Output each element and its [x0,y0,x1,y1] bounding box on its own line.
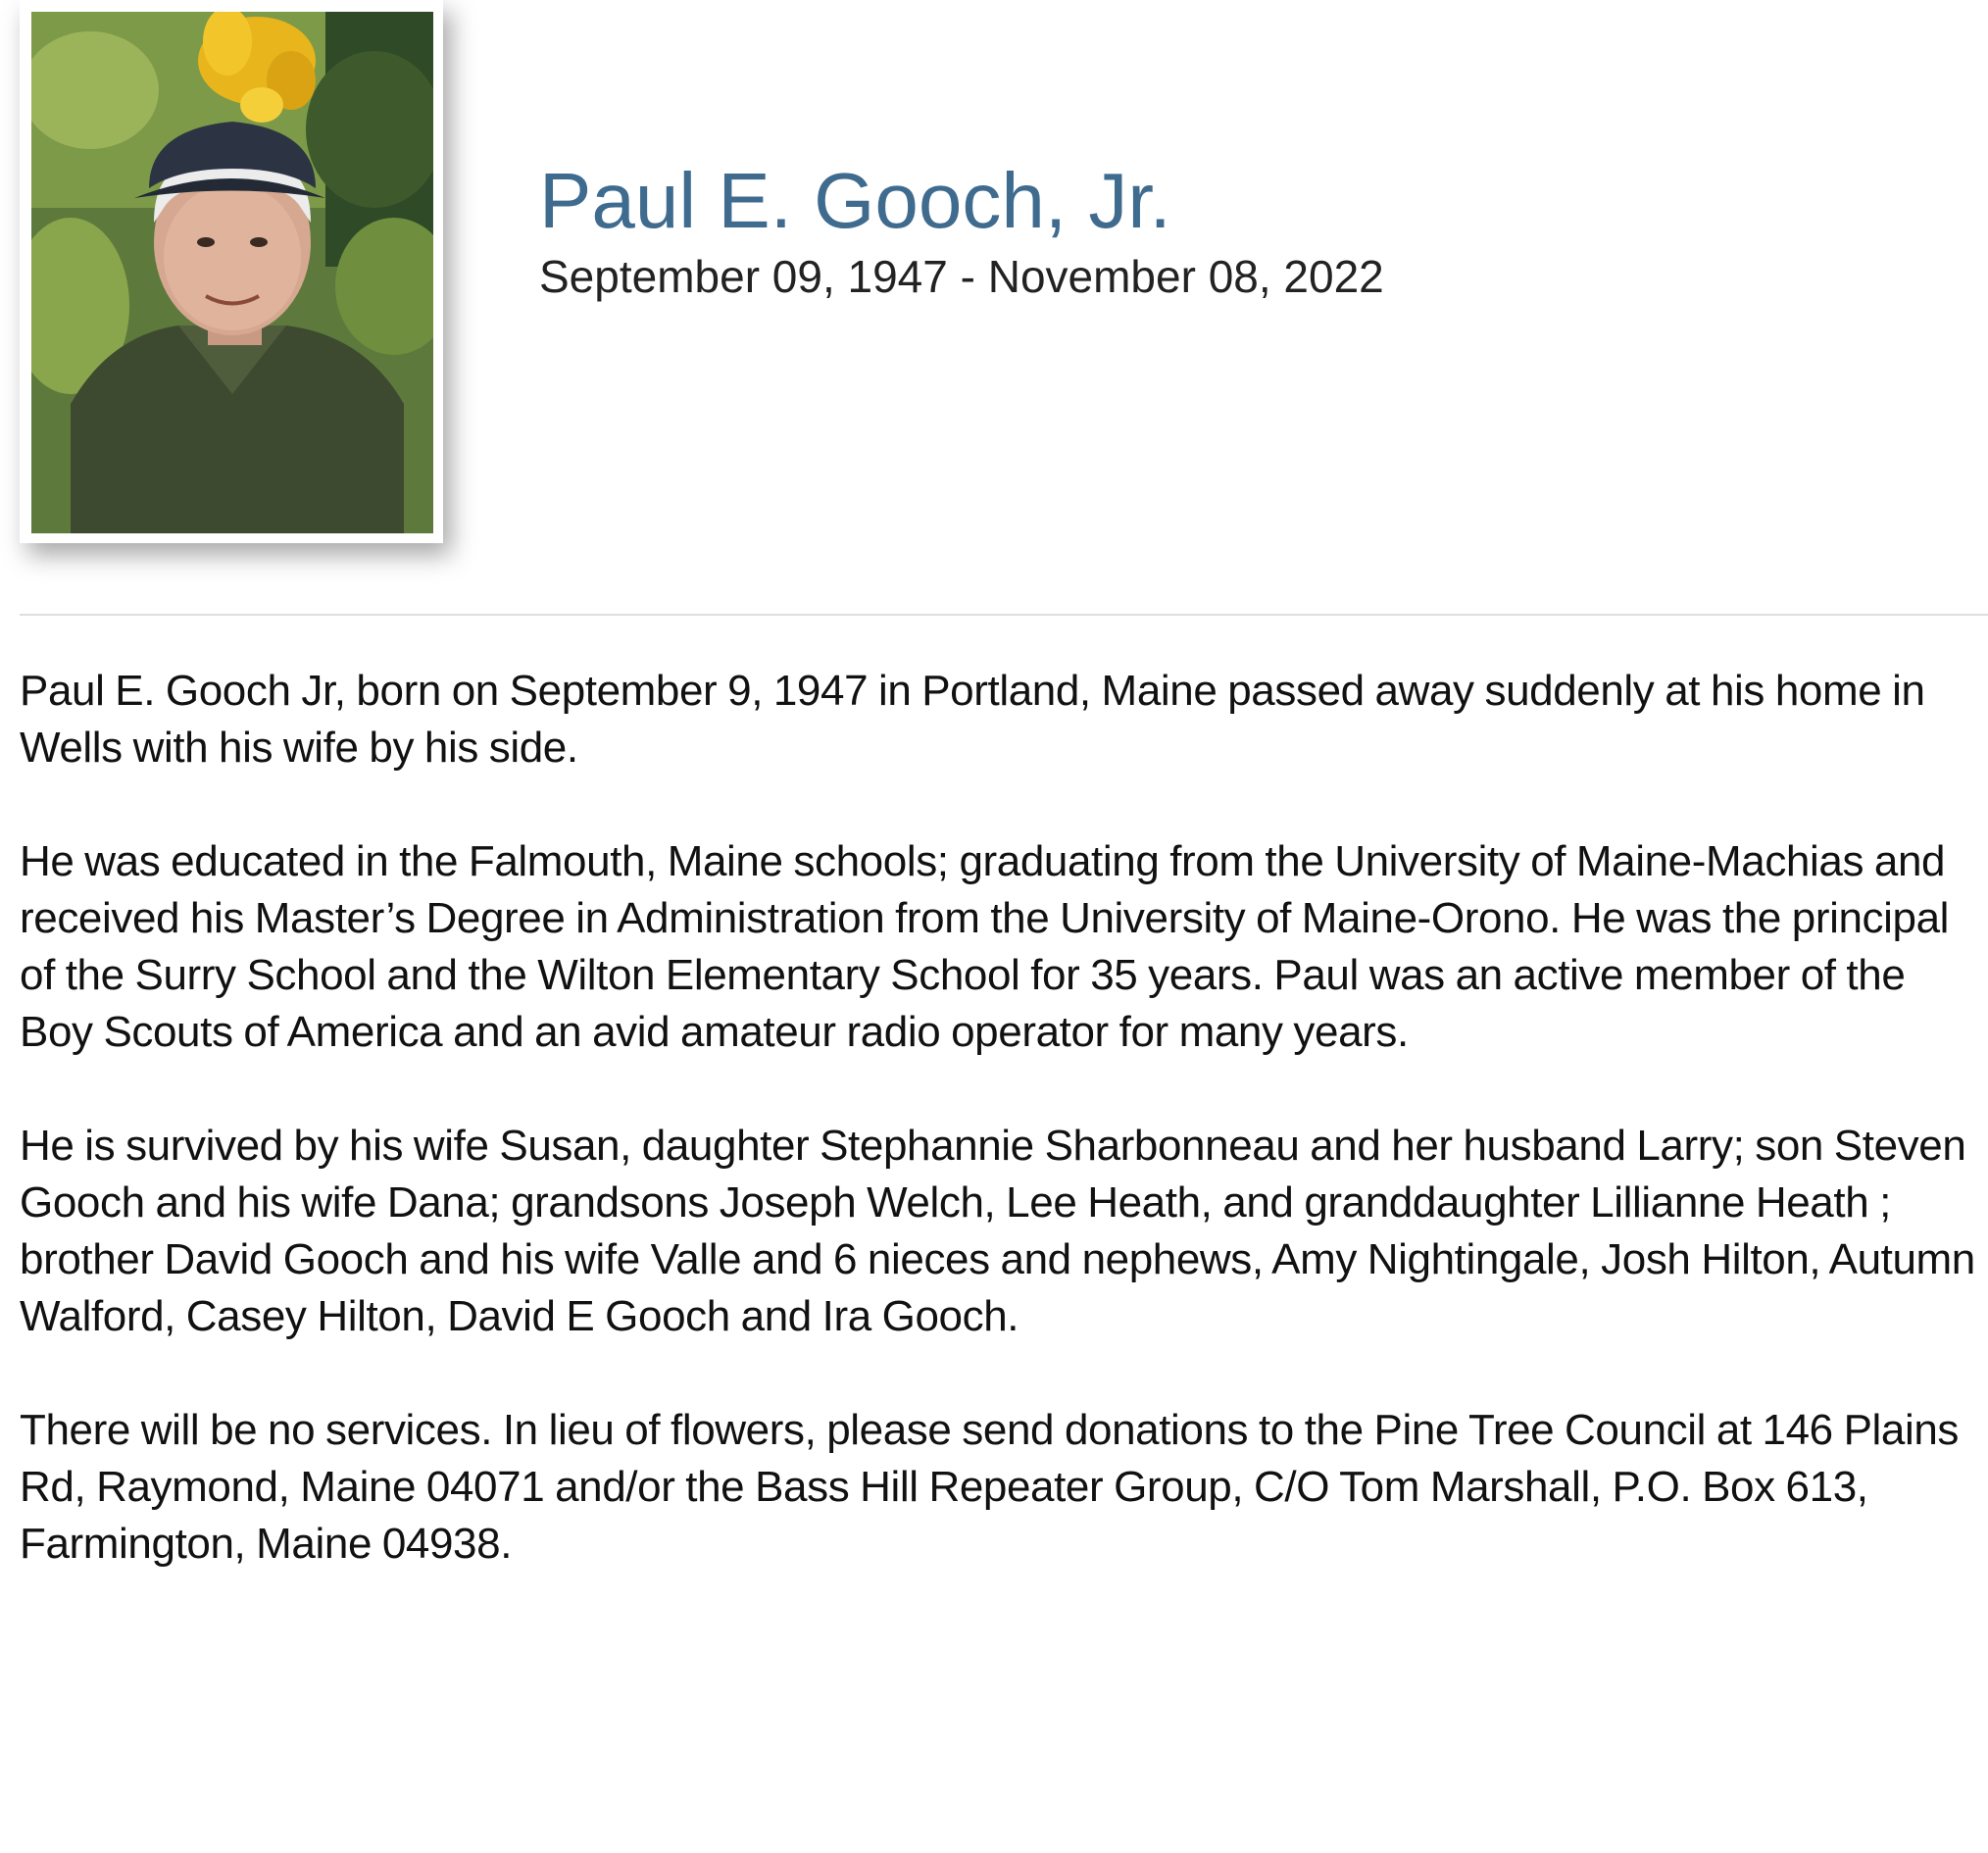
portrait-photo [31,12,433,533]
life-dates: September 09, 1947 - November 08, 2022 [539,251,1384,302]
obituary-paragraph: Paul E. Gooch Jr, born on September 9, 1947 in Portland, Maine passed away suddenly at his home in Wells with his wife by his side. [20,667,1925,772]
obituary-paragraph: There will be no services. In lieu of flowers, please send donations to the Pine Tree Council at 146 Plains Rd, Raymond, Maine 04071 and/or the Bass Hill Repeater Group, C/O Tom Marshall, P.O. Box 613, Farmington, Maine 04938. [20,1406,1960,1568]
portrait-image [31,12,433,533]
deceased-name: Paul E. Gooch, Jr. [539,157,1171,244]
divider [20,614,1988,616]
obituary-body [20,663,1980,1629]
portrait-frame [20,0,443,543]
obituary-paragraph: He was educated in the Falmouth, Maine schools; graduating from the University of Maine-Machias and received his Master’s Degree in Administration from the University of Maine-Orono. He was the principal of the Surry School and the Wilton Elementary School for 35 years. Paul was an active member of the Boy Scouts of America and an avid amateur radio operator for many years. [20,837,1950,1056]
obituary-paragraph: He is survived by his wife Susan, daughter Stephannie Sharbonneau and her husband Larry; son Steven Gooch and his wife Dana; grandsons Joseph Welch, Lee Heath, and granddaughter Lillianne Heath ; brother David Gooch and his wife Valle and 6 nieces and nephews, Amy Nightingale, Josh Hilton, Autumn Walford, Casey Hilton, David E Gooch and Ira Gooch. [20,1122,1975,1340]
obituary-header [539,157,1384,304]
